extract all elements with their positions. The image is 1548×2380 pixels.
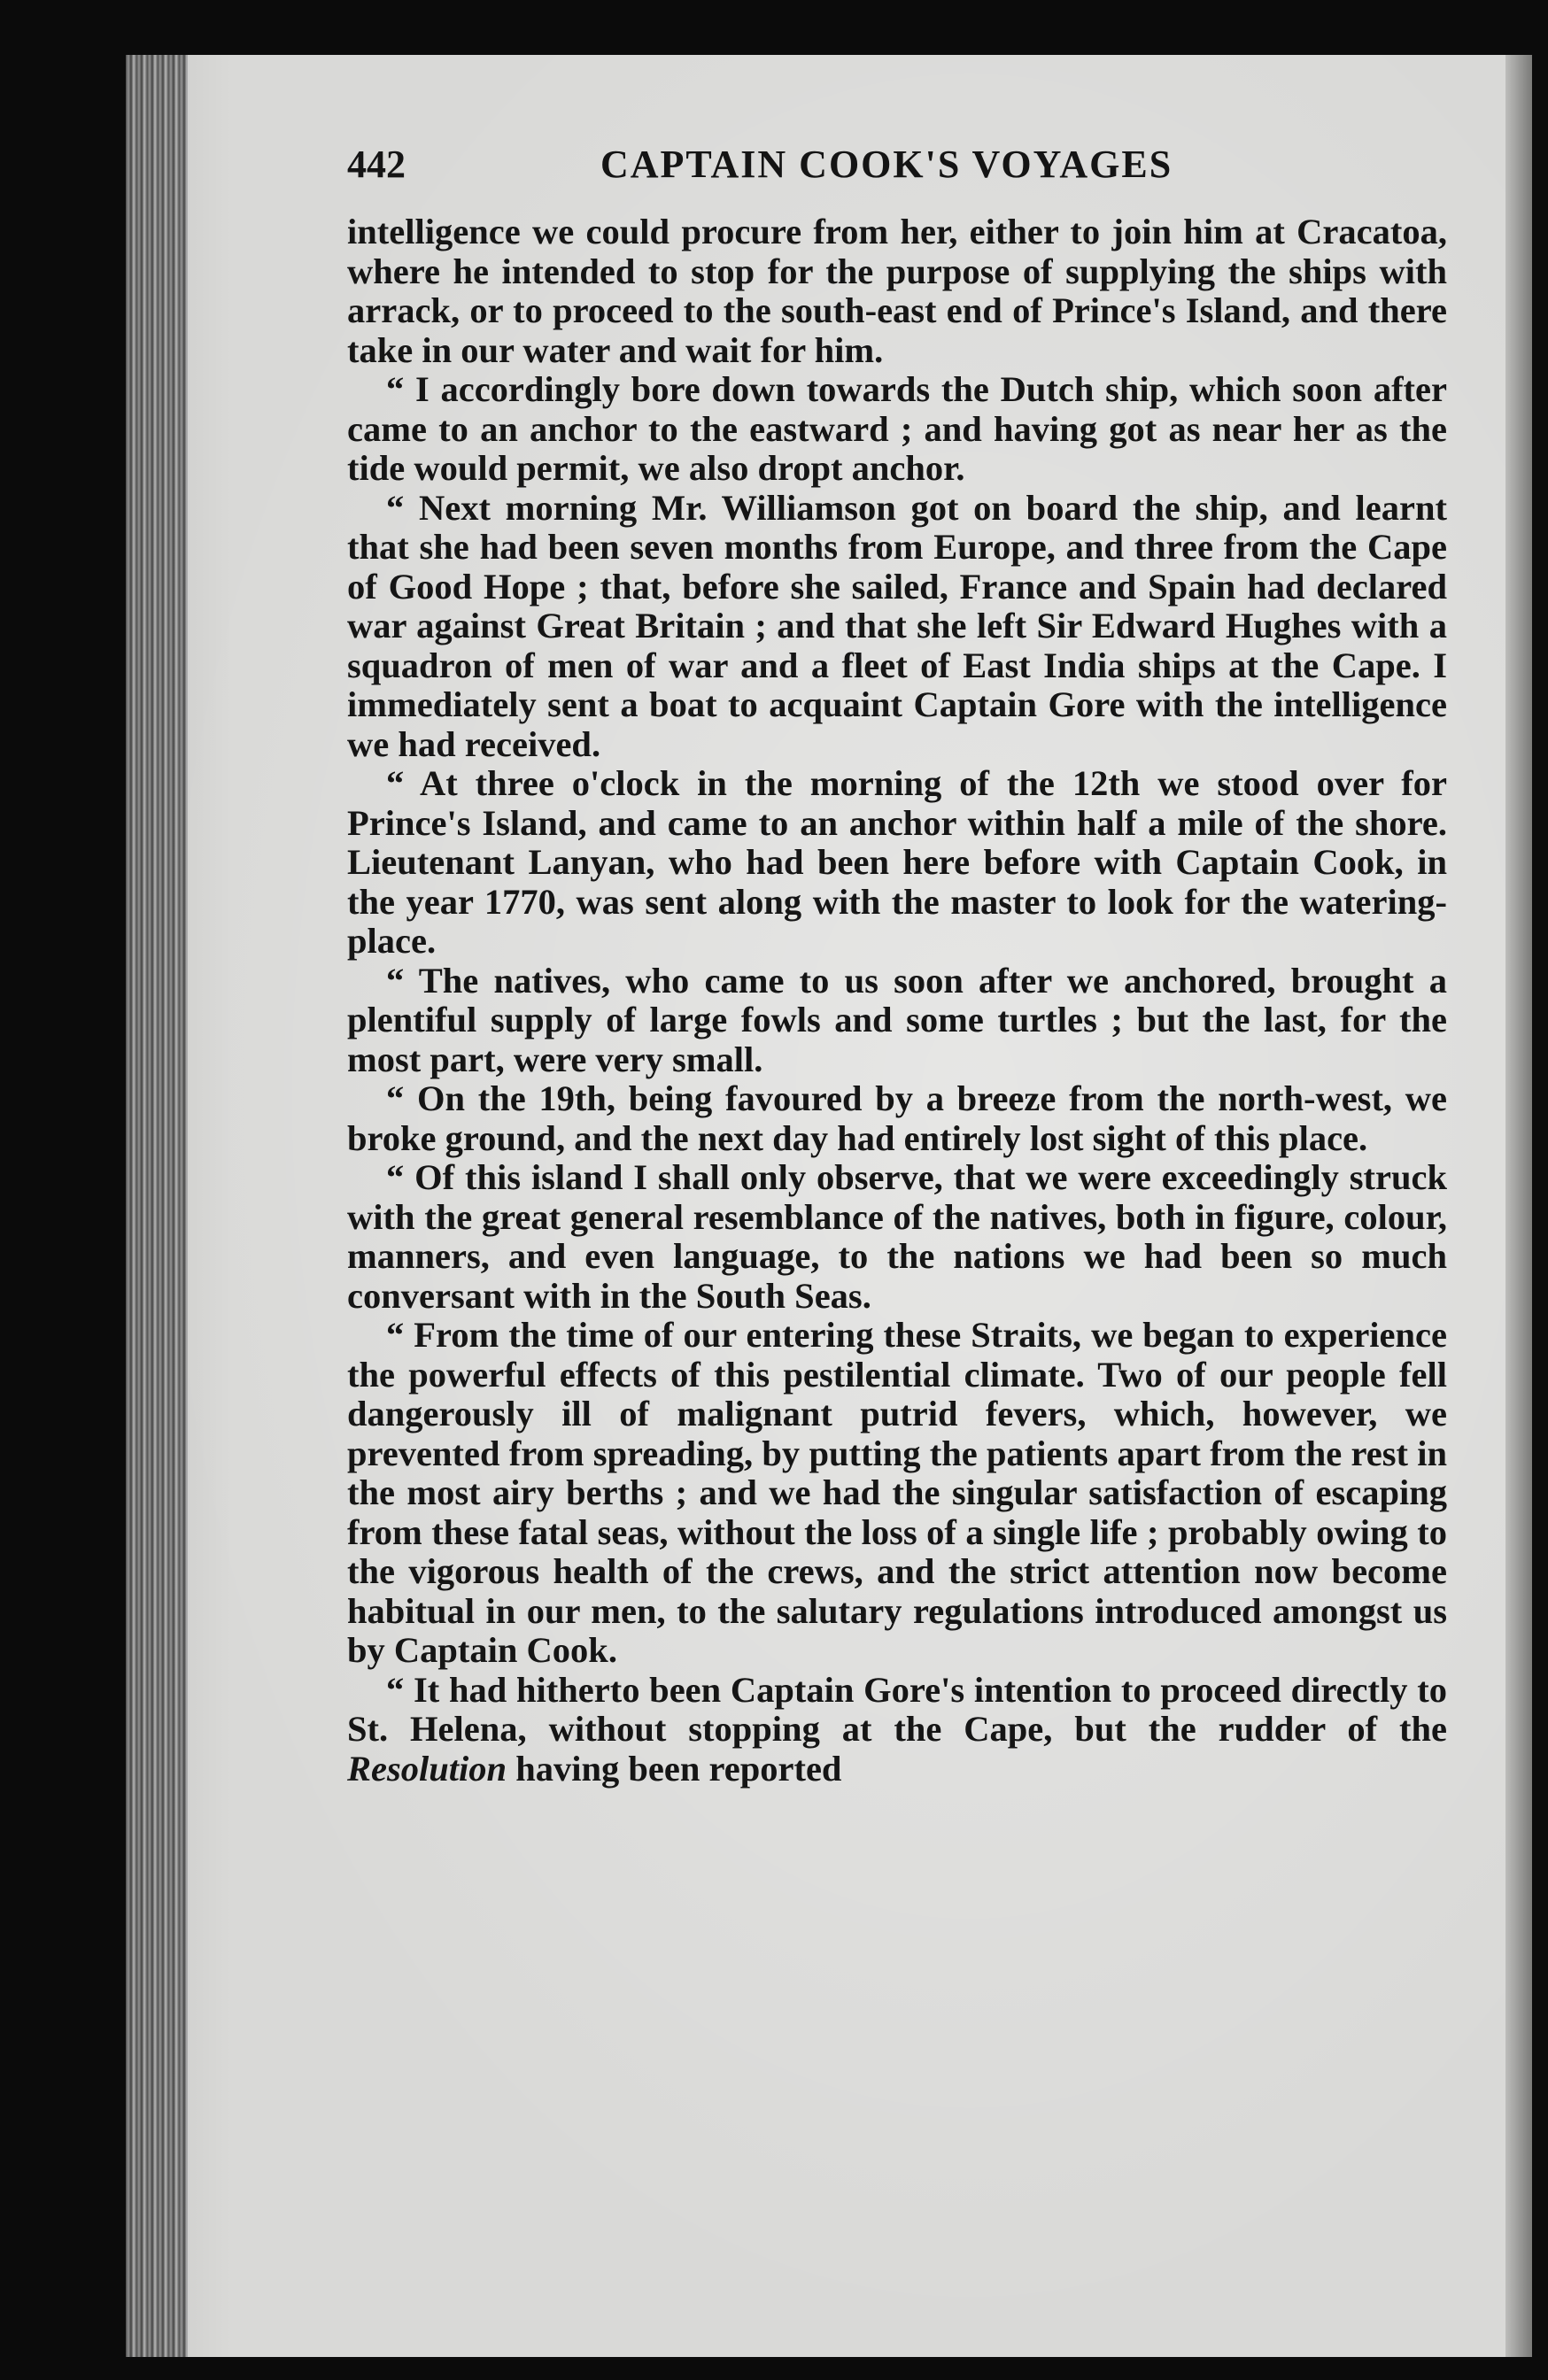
paragraph-1: intelligence we could procure from her, either to join him at Cracatoa, where he intended to stop for the purpose of supplying the ships with arrack, or to proceed to the south-east end of Prince's Island, and there take in our water and wait for him. (347, 212, 1447, 370)
paragraph-2: “ I accordingly bore down towards the Dutch ship, which soon after came to an anchor to the eastward ; and having got as near her as the tide would permit, we also dropt anchor. (347, 369, 1447, 488)
paragraph-7: “ Of this island I shall only observe, that we were exceedingly struck with the great general resemblance of the natives, both in figure, colour, manners, and even language, to the nations we had been so much conversant with in the South Seas. (347, 1157, 1447, 1316)
paragraph-3: “ Next morning Mr. Williamson got on board the ship, and learnt that she had been seven months from Europe, and three from the Cape of Good Hope ; that, before she sailed, France and Spain had declared war against Great Britain ; and that she left Sir Edward Hughes with a squadron of men of war and a fleet of East India ships at the Cape. I immediately sent a boat to acquaint Captain Gore with the intelligence we had received. (347, 487, 1447, 764)
page-number: 442 (347, 143, 406, 186)
ship-name-italic: Resolution (347, 1748, 507, 1789)
paragraph-8: “ From the time of our entering these Straits, we began to experience the powerful effects of this pestilential climate. Two of our people fell dangerously ill of malignant putrid fevers, which, however, we prevented from spreading, by putting the patients apart from the rest in the most airy berths ; and we had the singular satisfaction of escaping from these fatal seas, without the loss of a single life ; probably owing to the vigorous health of the crews, and the strict attention now become habitual in our men, to the salutary regulations introduced amongst us by Captain Cook. (347, 1315, 1447, 1670)
paragraph-9-end: having been reported (507, 1748, 842, 1789)
running-title: CAPTAIN COOK'S VOYAGES (600, 143, 1173, 186)
paragraph-5: “ The natives, who came to us soon after we anchored, brought a plentiful supply of large fowls and some turtles ; but the last, for the most part, were very small. (347, 960, 1447, 1079)
paragraph-9-start: “ It had hitherto been Captain Gore's intention to proceed directly to St. Helena, without stopping at the Cape, but the rudder of the (347, 1669, 1447, 1749)
running-header (347, 142, 1233, 195)
paragraph-9 (347, 1671, 1447, 1789)
paragraph-6: “ On the 19th, being favoured by a breeze from the north-west, we broke ground, and the next day had entirely lost sight of this place. (347, 1078, 1447, 1158)
body-text (347, 212, 1447, 1789)
page-edge (1505, 55, 1532, 2357)
paragraph-4: “ At three o'clock in the morning of the 12th we stood over for Prince's Island, and came to an anchor within half a mile of the shore. Lieutenant Lanyan, who had been here before with Captain Cook, in the year 1770, was sent along with the master to look for the watering-place. (347, 763, 1447, 961)
book-gutter (126, 55, 188, 2357)
